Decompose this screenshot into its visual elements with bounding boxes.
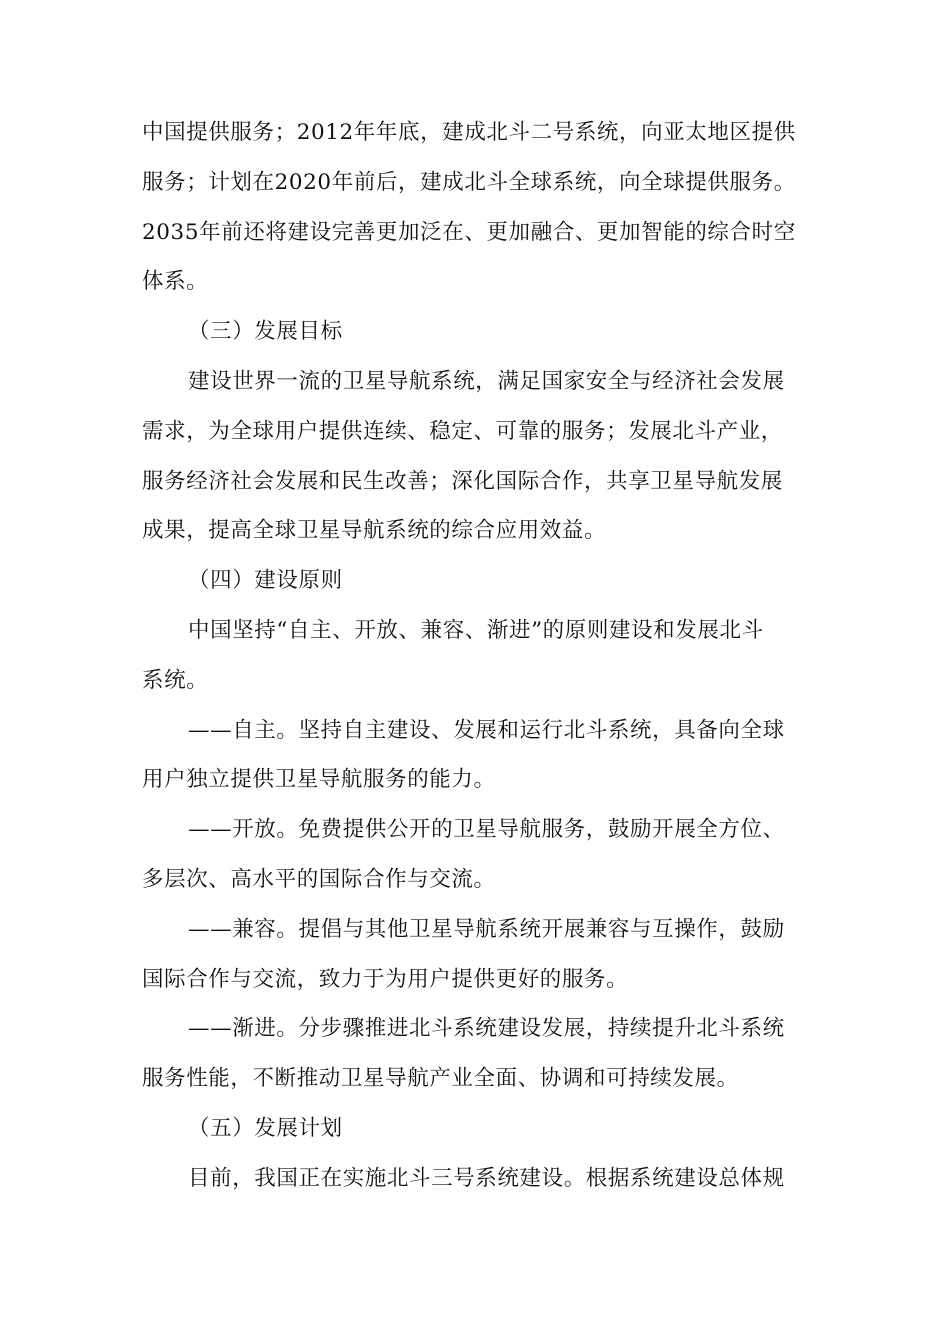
paragraph-first-line: 目前，我国正在实施北斗三号系统建设。根据系统建设总体规	[188, 1165, 785, 1191]
paragraph-continuation-line: 需求，为全球用户提供连续、稳定、可靠的服务；发展北斗产业，	[142, 418, 783, 444]
section-heading-principles: （四）建设原则	[188, 568, 343, 594]
paragraph-continuation-line: 服务经济社会发展和民生改善；深化国际合作，共享卫星导航发展	[142, 468, 783, 494]
principle-gradualness-first-line: ——渐进。分步骤推进北斗系统建设发展，持续提升北斗系统	[188, 1016, 785, 1042]
paragraph-continuation-line: 2035年前还将建设完善更加泛在、更加融合、更加智能的综合时空	[142, 219, 796, 245]
principle-compatibility-continuation-line: 国际合作与交流，致力于为用户提供更好的服务。	[142, 966, 629, 992]
principle-gradualness-continuation-line: 服务性能，不断推动卫星导航产业全面、协调和可持续发展。	[142, 1066, 739, 1092]
principle-autonomy-continuation-line: 用户独立提供卫星导航服务的能力。	[142, 767, 496, 793]
section-heading-goals: （三）发展目标	[188, 319, 343, 345]
principle-openness-first-line: ——开放。免费提供公开的卫星导航服务，鼓励开展全方位、	[188, 817, 785, 843]
principle-openness-continuation-line: 多层次、高水平的国际合作与交流。	[142, 866, 496, 892]
paragraph-continuation-line: 体系。	[142, 269, 209, 295]
document-page	[142, 108, 802, 1204]
paragraph-first-line: 建设世界一流的卫星导航系统，满足国家安全与经济社会发展	[188, 368, 785, 394]
principle-compatibility-first-line: ——兼容。提倡与其他卫星导航系统开展兼容与互操作，鼓励	[188, 916, 785, 942]
paragraph-continuation-line: 中国提供服务；2012年年底，建成北斗二号系统，向亚太地区提供	[142, 120, 796, 145]
principle-autonomy-first-line: ——自主。坚持自主建设、发展和运行北斗系统，具备向全球	[188, 717, 785, 743]
section-heading-plan: （五）发展计划	[188, 1115, 343, 1141]
paragraph-continuation-line: 成果，提高全球卫星导航系统的综合应用效益。	[142, 518, 607, 544]
paragraph-continuation-line: 系统。	[142, 667, 209, 693]
paragraph-first-line: 中国坚持“自主、开放、兼容、渐进”的原则建设和发展北斗	[188, 617, 764, 643]
paragraph-continuation-line: 服务；计划在2020年前后，建成北斗全球系统，向全球提供服务。	[142, 169, 796, 195]
